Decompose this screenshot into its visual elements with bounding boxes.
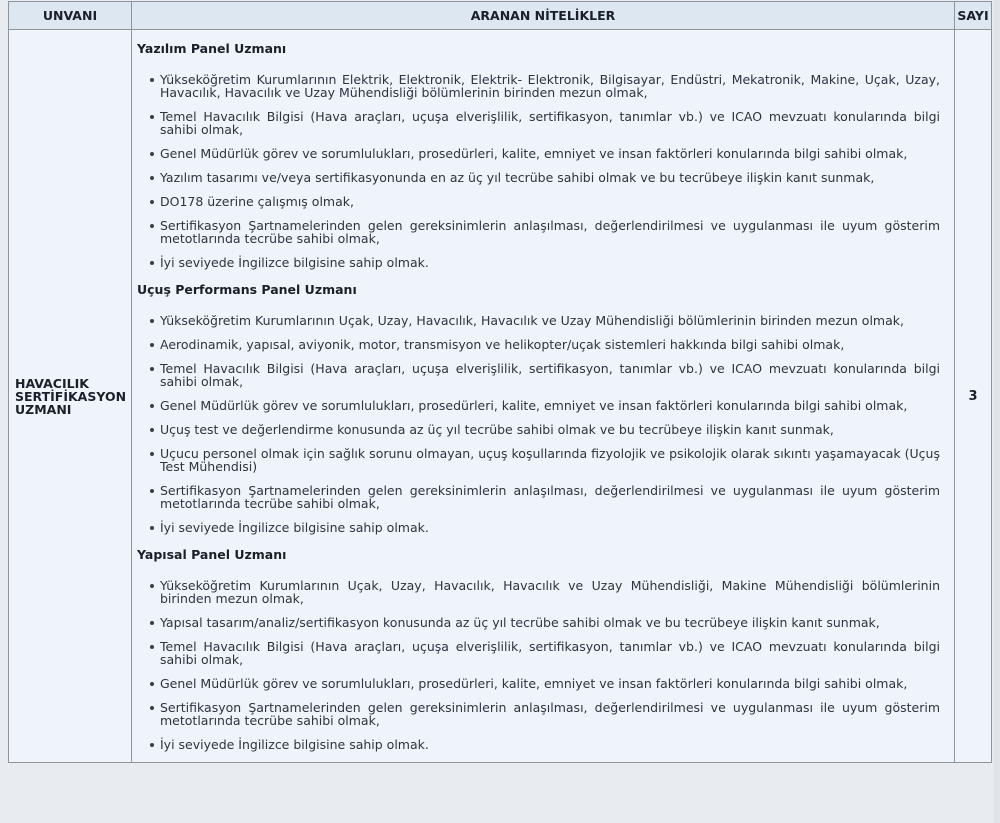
header-qualifications: ARANAN NİTELİKLER bbox=[132, 2, 955, 30]
list-item: Sertifikasyon Şartnamelerinden gelen gereksinimlerin anlaşılması, değerlendirilmesi ve uygulanması ile uyum gösterim metotlarında tecrübe sahibi olmak, bbox=[160, 701, 948, 727]
requirements-table bbox=[8, 1, 992, 763]
list-item: Temel Havacılık Bilgisi (Hava araçları, uçuşa elverişlilik, sertifikasyon, tanımlar vb.) ve ICAO mevzuatı konularında bilgi sahibi olmak, bbox=[160, 362, 948, 388]
section-flight-performance bbox=[137, 280, 948, 534]
position-title: HAVACILIK SERTİFİKASYON UZMANI bbox=[9, 30, 132, 763]
list-item: Yazılım tasarımı ve/veya sertifikasyonunda en az üç yıl tecrübe sahibi olmak ve bu tecrübeye ilişkin kanıt sunmak, bbox=[160, 171, 948, 184]
list-item: İyi seviyede İngilizce bilgisine sahip olmak. bbox=[160, 256, 948, 269]
scrollbar[interactable] bbox=[994, 0, 1000, 823]
qualifications-cell bbox=[132, 30, 955, 763]
section-title: Uçuş Performans Panel Uzmanı bbox=[137, 282, 357, 297]
section-software bbox=[137, 39, 948, 269]
requirement-list bbox=[160, 579, 948, 751]
list-item: Genel Müdürlük görev ve sorumlulukları, prosedürleri, kalite, emniyet ve insan faktörleri konularında bilgi sahibi olmak, bbox=[160, 147, 948, 160]
list-item: Yükseköğretim Kurumlarının Uçak, Uzay, Havacılık, Havacılık ve Uzay Mühendisliği bölümlerinin birinden mezun olmak, bbox=[160, 314, 948, 327]
list-item: Yükseköğretim Kurumlarının Elektrik, Elektronik, Elektrik- Elektronik, Bilgisayar, Endüstri, Mekatronik, Makine, Uçak, Uzay, Havacılık, Havacılık ve Uzay Mühendisliği bölümlerinin birinden mezun olmak, bbox=[160, 73, 948, 99]
section-title: Yazılım Panel Uzmanı bbox=[137, 41, 287, 56]
list-item: Sertifikasyon Şartnamelerinden gelen gereksinimlerin anlaşılması, değerlendirilmesi ve uygulanması ile uyum gösterim metotlarında tecrübe sahibi olmak, bbox=[160, 219, 948, 245]
list-item: Yapısal tasarım/analiz/sertifikasyon konusunda az üç yıl tecrübe sahibi olmak ve bu tecrübeye ilişkin kanıt sunmak, bbox=[160, 616, 948, 629]
list-item: Genel Müdürlük görev ve sorumlulukları, prosedürleri, kalite, emniyet ve insan faktörleri konularında bilgi sahibi olmak, bbox=[160, 399, 948, 412]
list-item: DO178 üzerine çalışmış olmak, bbox=[160, 195, 948, 208]
list-item: Uçuş test ve değerlendirme konusunda az üç yıl tecrübe sahibi olmak ve bu tecrübeye ilişkin kanıt sunmak, bbox=[160, 423, 948, 436]
header-count: SAYI bbox=[955, 2, 992, 30]
position-count: 3 bbox=[955, 30, 992, 763]
table-row bbox=[9, 30, 992, 763]
section-title: Yapısal Panel Uzmanı bbox=[137, 547, 287, 562]
list-item: Temel Havacılık Bilgisi (Hava araçları, uçuşa elverişlilik, sertifikasyon, tanımlar vb.) ve ICAO mevzuatı konularında bilgi sahibi olmak, bbox=[160, 640, 948, 666]
list-item: Uçucu personel olmak için sağlık sorunu olmayan, uçuş koşullarında fizyolojik ve psikolojik olarak sıkıntı yaşamayacak (Uçuş Test Mühendisi) bbox=[160, 447, 948, 473]
requirement-list bbox=[160, 314, 948, 534]
header-row bbox=[9, 2, 992, 30]
section-structural bbox=[137, 545, 948, 751]
list-item: Genel Müdürlük görev ve sorumlulukları, prosedürleri, kalite, emniyet ve insan faktörleri konularında bilgi sahibi olmak, bbox=[160, 677, 948, 690]
list-item: Aerodinamik, yapısal, aviyonik, motor, transmisyon ve helikopter/uçak sistemleri hakkında bilgi sahibi olmak, bbox=[160, 338, 948, 351]
list-item: İyi seviyede İngilizce bilgisine sahip olmak. bbox=[160, 738, 948, 751]
list-item: Sertifikasyon Şartnamelerinden gelen gereksinimlerin anlaşılması, değerlendirilmesi ve uygulanması ile uyum gösterim metotlarında tecrübe sahibi olmak, bbox=[160, 484, 948, 510]
header-title: UNVANI bbox=[9, 2, 132, 30]
list-item: İyi seviyede İngilizce bilgisine sahip olmak. bbox=[160, 521, 948, 534]
list-item: Yükseköğretim Kurumlarının Uçak, Uzay, Havacılık, Havacılık ve Uzay Mühendisliği, Makine Mühendisliği bölümlerinin birinden mezun olmak, bbox=[160, 579, 948, 605]
list-item: Temel Havacılık Bilgisi (Hava araçları, uçuşa elverişlilik, sertifikasyon, tanımlar vb.) ve ICAO mevzuatı konularında bilgi sahibi olmak, bbox=[160, 110, 948, 136]
requirement-list bbox=[160, 73, 948, 269]
